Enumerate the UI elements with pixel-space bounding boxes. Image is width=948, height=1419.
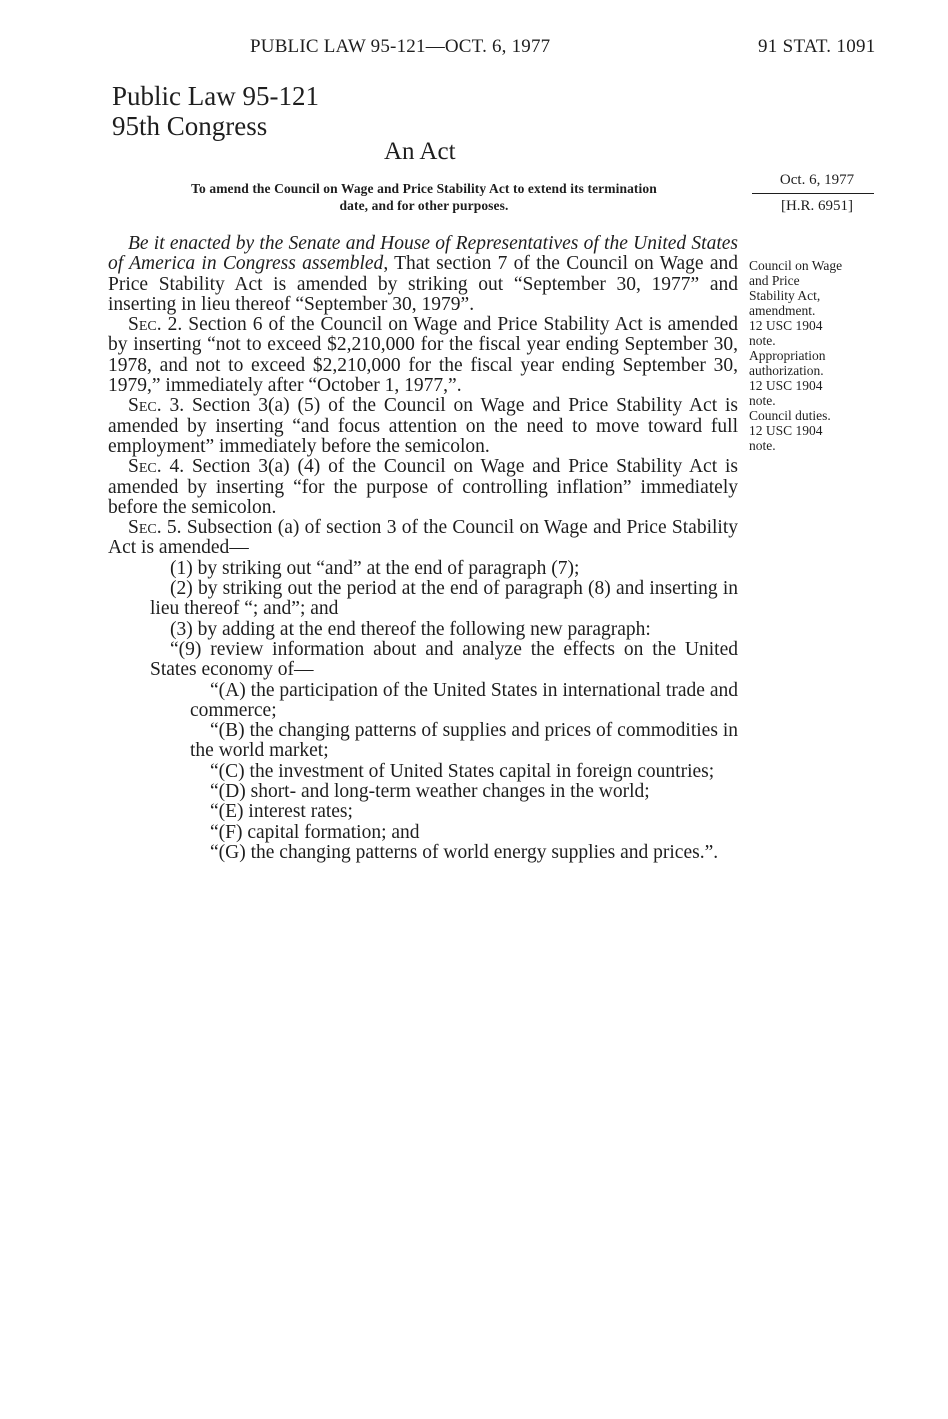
section-4-label: Sec. 4. [128,456,185,478]
section-2-label: Sec. 2. [128,314,183,336]
section-1-text: , That section 7 of the Council on Wage and Price Stability Act is amended by striking out “September 30, 1977” and inserting in lieu thereof “September 30, 1979”. [108,253,738,315]
margin-note: note. [749,438,776,453]
act-purpose [112,180,736,214]
running-head: PUBLIC LAW 95-121—OCT. 6, 1977 [250,36,551,57]
section-5-text: Subsection (a) of section 3 of the Council on Wage and Price Stability Act is amended— [108,517,738,559]
public-law-number: Public Law 95-121 [112,81,319,111]
congress-number: 95th Congress [112,111,268,141]
margin-note: authorization. [749,363,824,378]
margin-note: Appropriation [749,348,826,363]
section-1 [108,234,738,315]
section-3 [108,396,738,457]
subparagraph-d: “(D) short- and long-term weather changes in the world; [210,781,650,803]
paragraph-9: “(9) review information about and analyze the effects on the United States economy of— [150,638,738,681]
subparagraph-b: “(B) the changing patterns of supplies and prices of commodities in the world market; [190,720,738,762]
date-rule [752,193,874,194]
margin-note: 12 USC 1904 [749,378,823,393]
statute-reference: 91 STAT. 1091 [758,36,876,57]
margin-note: and Price [749,273,800,288]
margin-note: Council on Wage [749,258,843,273]
margin-note: amendment. [749,303,816,318]
subparagraph-f: “(F) capital formation; and [210,821,420,843]
purpose-line-1: To amend the Council on Wage and Price Stability Act to extend its termination [191,181,657,196]
margin-note: Stability Act, [749,288,821,303]
section-5-label: Sec. 5. [128,517,182,539]
act-heading: An Act [384,138,456,165]
paragraph-1: (1) by striking out “and” at the end of paragraph (7); [170,557,580,579]
margin-note: Council duties. [749,408,831,423]
subparagraph-e: “(E) interest rates; [210,801,353,823]
purpose-line-2: date, and for other purposes. [339,198,509,213]
section-2-text: Section 6 of the Council on Wage and Price Stability Act is amended by inserting “not to exceed $2,210,000 for the fiscal year ending September 30, 1978, and not to exceed $2,210,000 for the fiscal year ending September 30, 1979,” immediately after “October 1, 1977,”. [108,314,738,397]
section-4-text: Section 3(a) (4) of the Council on Wage and Price Stability Act is amended by inserting “for the purpose of controlling inflation” immediately before the semicolon. [108,456,738,518]
section-3-label: Sec. 3. [128,395,185,417]
bill-number: [H.R. 6951] [780,198,854,214]
subparagraph-g: “(G) the changing patterns of world energy supplies and prices.”. [210,841,719,863]
paragraph-2: (2) by striking out the period at the end of paragraph (8) and inserting in lieu thereof “; and”; and [150,578,738,620]
margin-note: 12 USC 1904 [749,318,823,333]
section-2 [108,315,738,396]
margin-note: note. [749,333,776,348]
margin-notes [749,258,879,453]
section-4 [108,457,738,518]
margin-note: note. [749,393,776,408]
margin-note: 12 USC 1904 [749,423,823,438]
subparagraph-a: “(A) the participation of the United States in international trade and commerce; [190,679,738,721]
enactment-date: Oct. 6, 1977 [779,172,855,188]
subparagraph-c: “(C) the investment of United States capital in foreign countries; [210,760,715,782]
section-3-text: Section 3(a) (5) of the Council on Wage and Price Stability Act is amended by inserting “and focus attention on the need to move toward full employment” immediately before the semicolon. [108,395,738,457]
section-5 [108,518,738,559]
act-body [108,234,738,863]
paragraph-3: (3) by adding at the end thereof the following new paragraph: [170,618,651,640]
enacting-clause: Be it enacted by the Senate and House of Representatives of the United States of America in Congress assembled [108,233,738,275]
